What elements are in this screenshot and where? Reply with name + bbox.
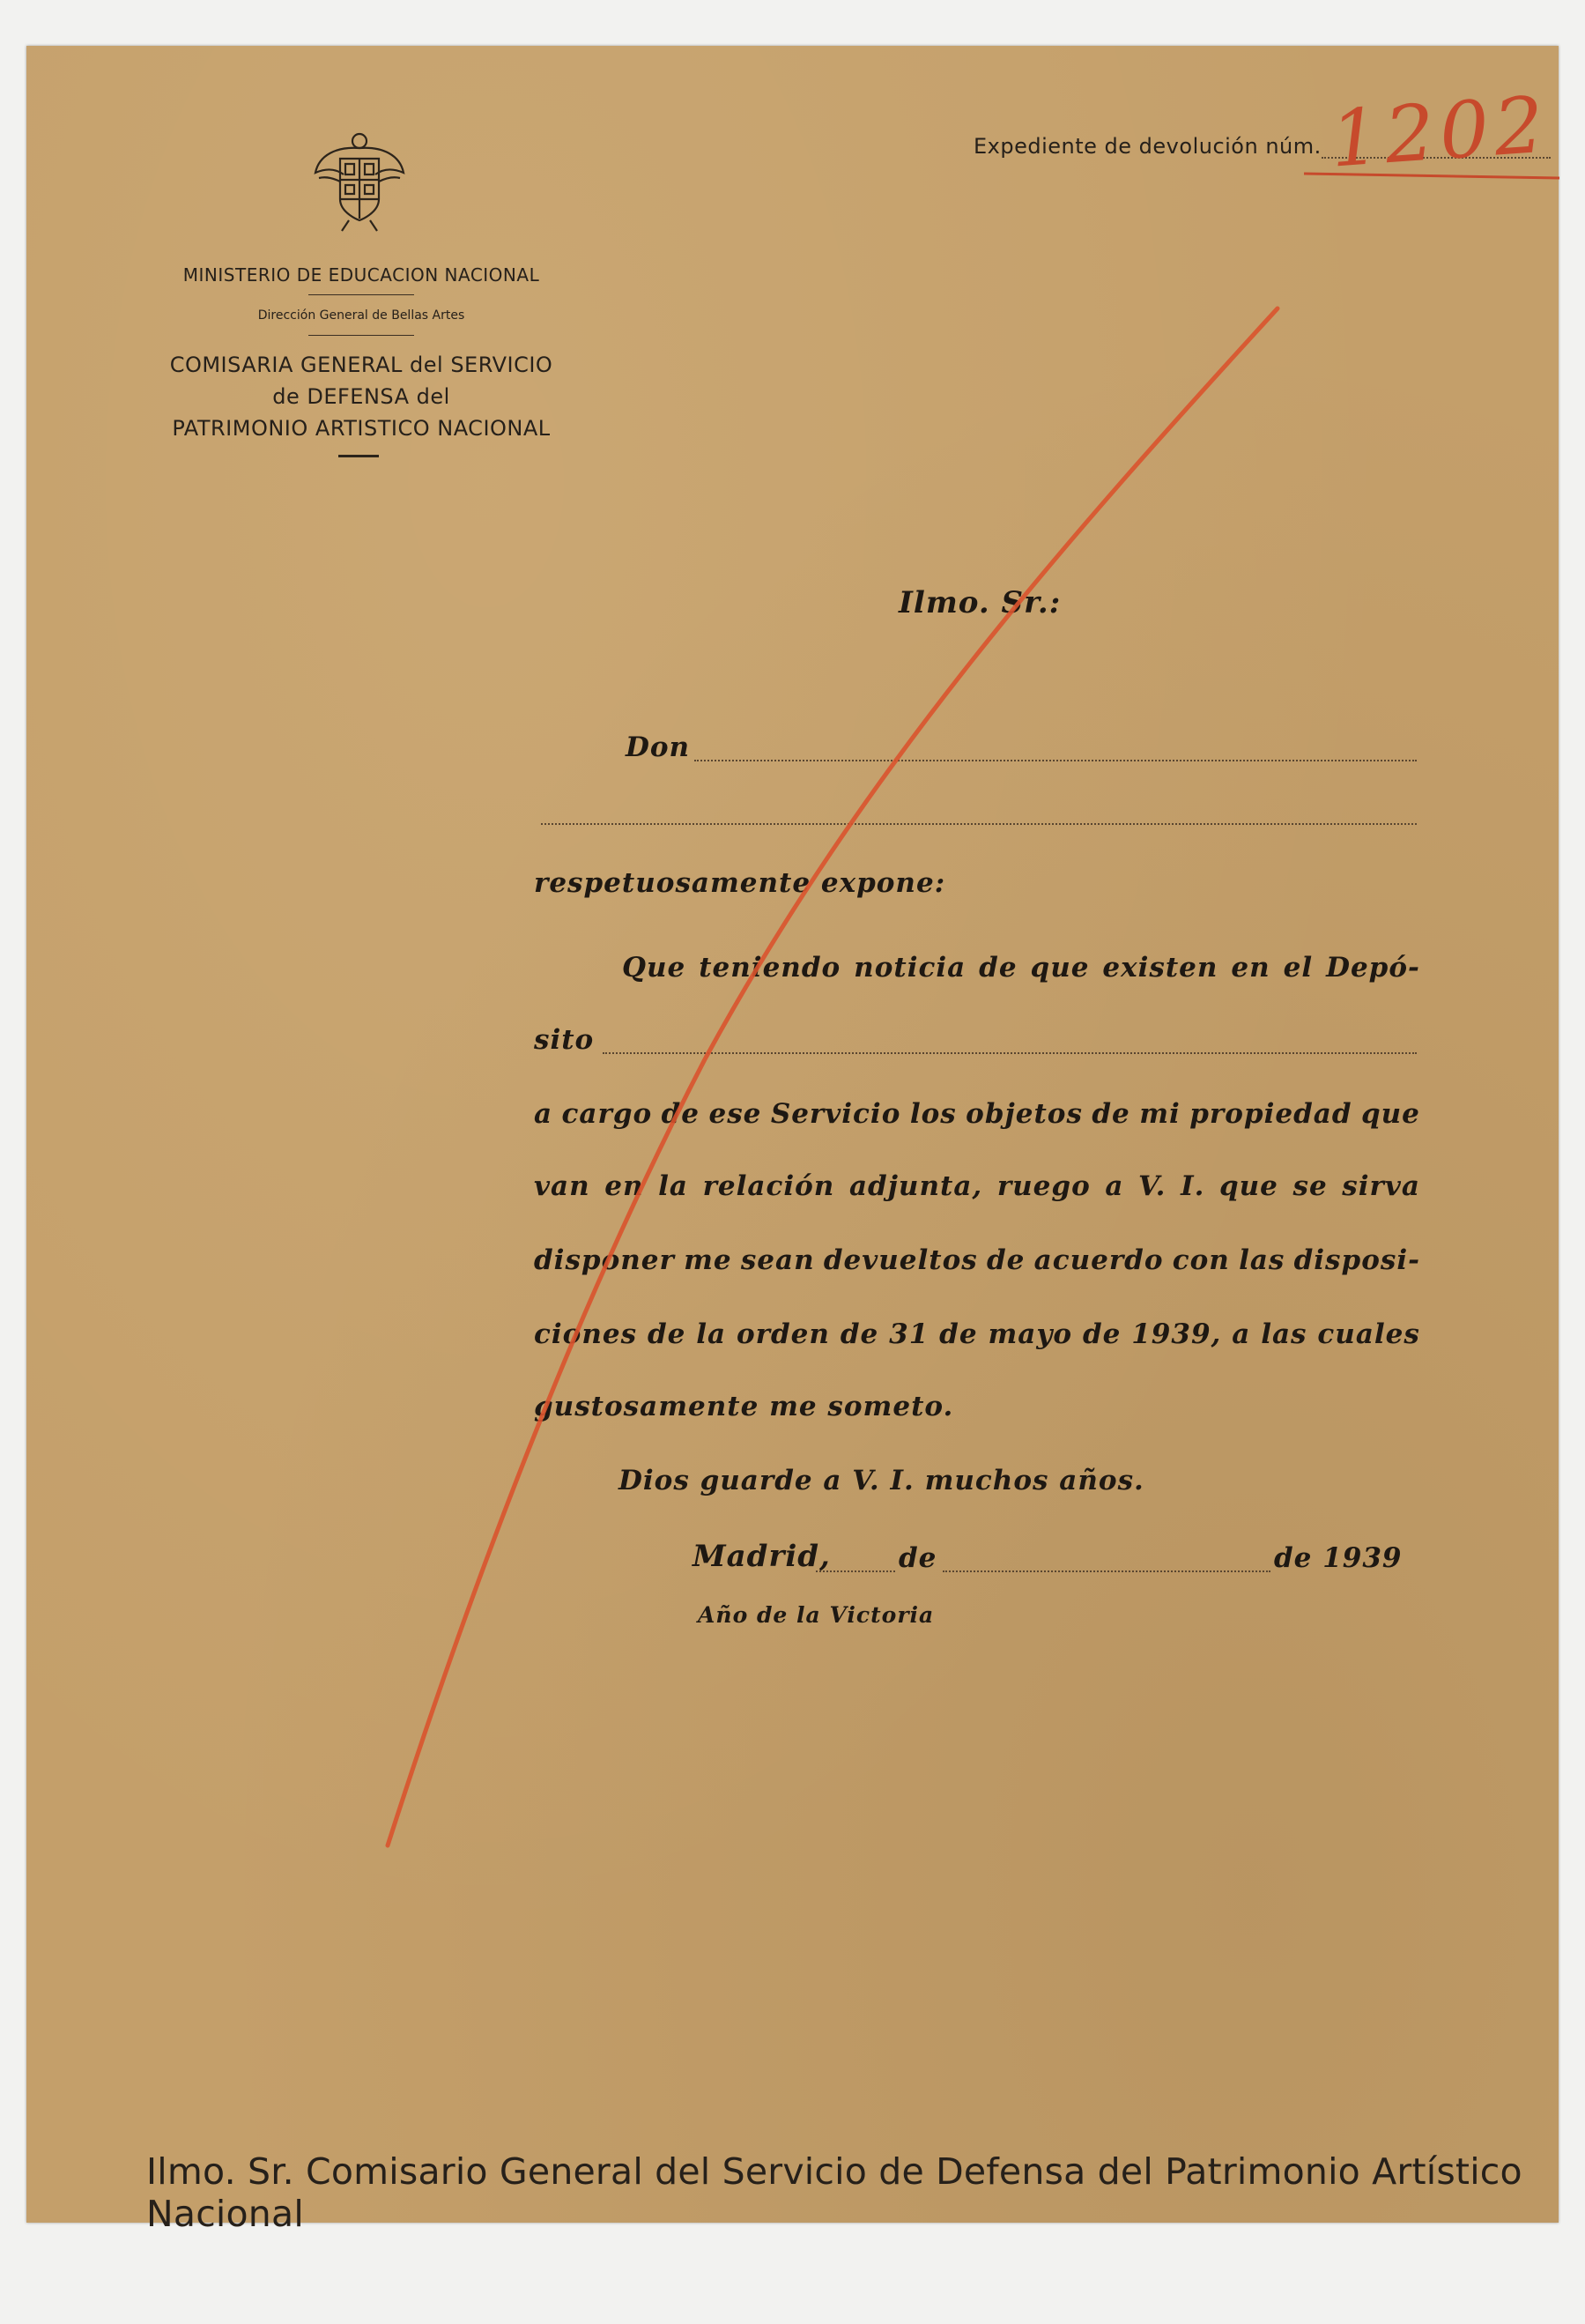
commissariat-line-3: PATRIMONIO ARTISTICO NACIONAL	[172, 416, 551, 441]
word: Servicio	[770, 1098, 901, 1130]
word: cuales	[1317, 1318, 1420, 1350]
ministry-name: MINISTERIO DE EDUCACION NACIONAL	[182, 264, 540, 286]
word: de	[939, 1318, 978, 1350]
deposito-label: sito	[534, 1024, 595, 1056]
word: la	[696, 1318, 727, 1350]
word: devueltos	[823, 1244, 978, 1276]
word: de	[661, 1098, 700, 1130]
word: a	[1105, 1170, 1124, 1202]
word: mi	[1139, 1098, 1181, 1130]
word: acuerdo	[1033, 1244, 1164, 1276]
word: en	[604, 1170, 644, 1202]
word: la	[658, 1170, 688, 1202]
word: que	[1218, 1170, 1278, 1202]
word: que	[1360, 1098, 1420, 1130]
word: V.	[1138, 1170, 1167, 1202]
file-number-handwritten: 1202	[1327, 78, 1552, 185]
word: van	[534, 1170, 590, 1202]
word: Que	[622, 952, 686, 984]
addressee: Ilmo. Sr. Comisario General del Servicio de Defensa del Patrimonio Artístico Nacional	[146, 2150, 1522, 2235]
word: objetos	[966, 1098, 1083, 1130]
word: propiedad	[1189, 1098, 1352, 1130]
word: Depó-	[1326, 952, 1420, 984]
word: sirva	[1342, 1170, 1420, 1202]
word: a	[534, 1098, 553, 1130]
word: de	[1092, 1098, 1130, 1130]
word: ruego	[996, 1170, 1091, 1202]
word: el	[1283, 952, 1314, 984]
direction-name: Dirección General de Bellas Artes	[257, 308, 465, 323]
file-number-label: Expediente de devolución núm.	[974, 134, 1322, 159]
word: 1939,	[1131, 1318, 1222, 1350]
word: las	[1261, 1318, 1307, 1350]
place: Madrid,	[693, 1539, 831, 1574]
body-line-7: gustosamente me someto.	[534, 1391, 954, 1422]
word: mayo	[988, 1318, 1073, 1350]
word: que	[1030, 952, 1090, 984]
word: de	[647, 1318, 686, 1350]
date-de: de	[899, 1542, 937, 1574]
don-label: Don	[626, 731, 691, 763]
year-motto: Año de la Victoria	[698, 1602, 935, 1628]
word: I.	[1181, 1170, 1205, 1202]
word: disponer	[534, 1244, 675, 1276]
word: 31	[889, 1318, 930, 1350]
red-cancellation-stroke	[26, 46, 1559, 2223]
word: de	[986, 1244, 1026, 1276]
word: a	[1232, 1318, 1251, 1350]
word: noticia	[854, 952, 967, 984]
word: ciones	[534, 1318, 638, 1350]
word: de	[979, 952, 1018, 984]
salutation: Ilmo. Sr.:	[899, 585, 1062, 620]
word: en	[1231, 952, 1270, 984]
word: de	[840, 1318, 879, 1350]
closing-formula: Dios guarde a V. I. muchos años.	[618, 1465, 1144, 1496]
word: me	[684, 1244, 732, 1276]
word: sean	[740, 1244, 815, 1276]
expone-text: respetuosamente expone:	[534, 867, 946, 899]
word: orden	[737, 1318, 830, 1350]
word: existen	[1102, 952, 1218, 984]
word: cargo	[561, 1098, 653, 1130]
word: teniendo	[699, 952, 841, 984]
document-sheet	[26, 46, 1559, 2235]
word: adjunta,	[848, 1170, 983, 1202]
word: se	[1292, 1170, 1328, 1202]
commissariat-line-2: de DEFENSA del	[272, 384, 450, 409]
date-year: de 1939	[1274, 1542, 1403, 1574]
word: disposi-	[1293, 1244, 1420, 1276]
word: los	[909, 1098, 957, 1130]
word: las	[1239, 1244, 1285, 1276]
word: de	[1082, 1318, 1122, 1350]
word: ese	[708, 1098, 762, 1130]
word: con	[1172, 1244, 1230, 1276]
commissariat-line-1: COMISARIA GENERAL del SERVICIO	[169, 353, 553, 377]
word: relación	[702, 1170, 835, 1202]
